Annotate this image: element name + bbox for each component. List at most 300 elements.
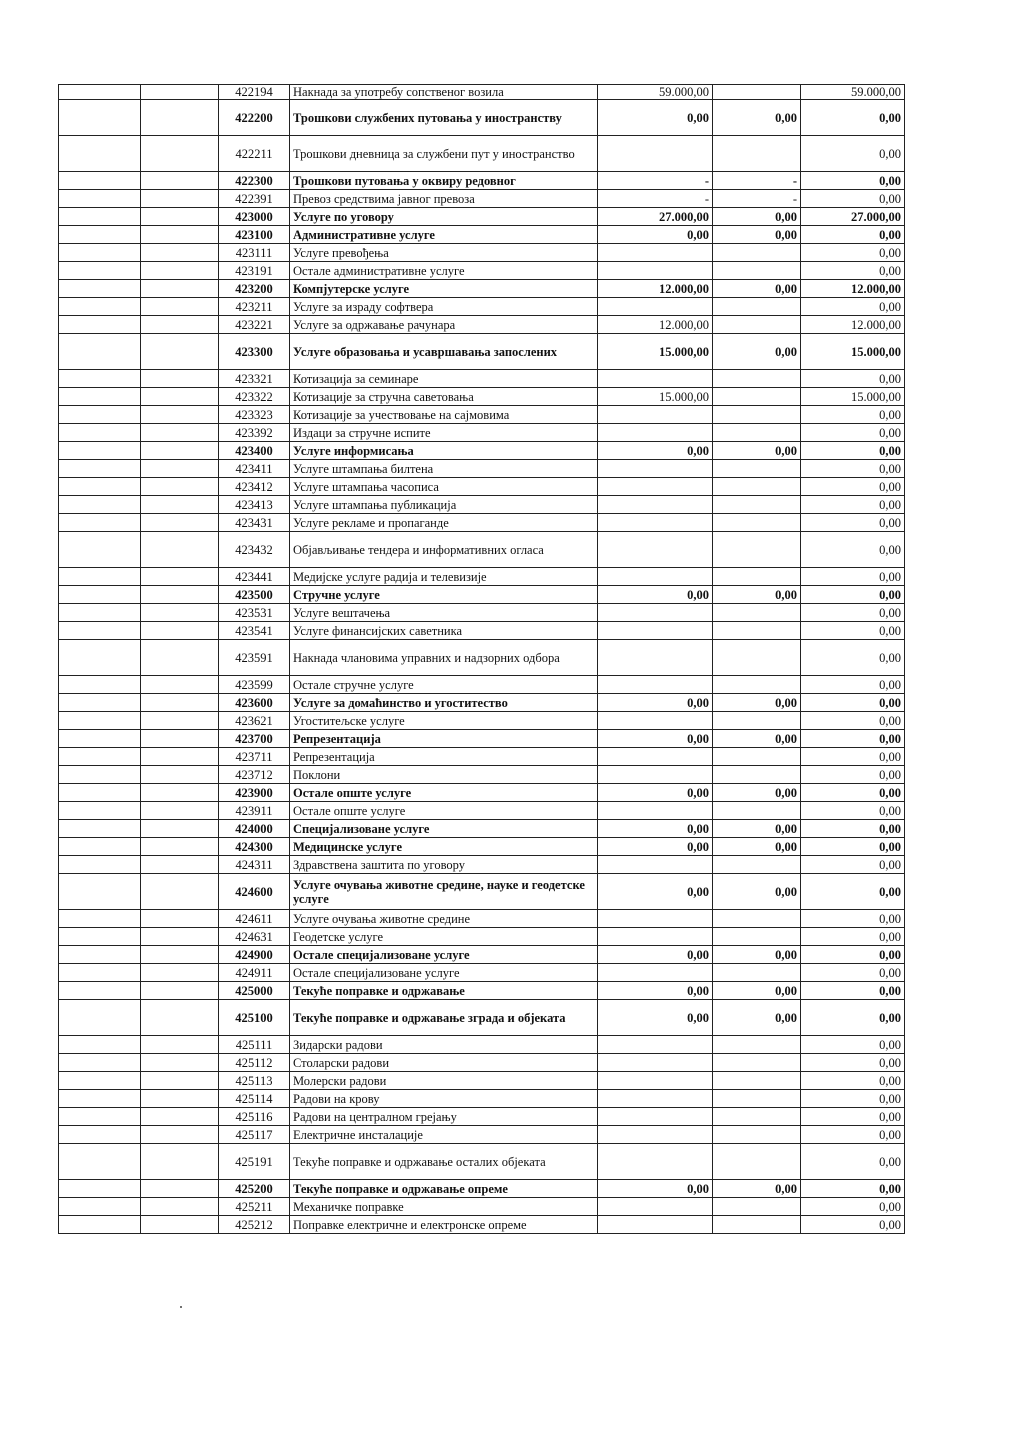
account-code: 423599 (219, 676, 290, 694)
account-description: Услуге образовања и усавршавања запослених (290, 334, 598, 370)
empty-cell-a (59, 1072, 141, 1090)
amount-total: 0,00 (801, 730, 905, 748)
amount-column-2 (713, 262, 801, 280)
empty-cell-a (59, 388, 141, 406)
amount-column-1 (598, 244, 713, 262)
account-description: Механичке поправке (290, 1198, 598, 1216)
empty-cell-b (141, 712, 219, 730)
amount-column-1 (598, 1144, 713, 1180)
table-row (59, 370, 905, 388)
empty-cell-b (141, 190, 219, 208)
table-row (59, 694, 905, 712)
account-code: 423191 (219, 262, 290, 280)
amount-column-2 (713, 928, 801, 946)
amount-column-1: 0,00 (598, 1180, 713, 1198)
empty-cell-a (59, 208, 141, 226)
amount-column-1 (598, 1036, 713, 1054)
empty-cell-a (59, 298, 141, 316)
amount-total: 0,00 (801, 172, 905, 190)
amount-column-2 (713, 748, 801, 766)
amount-column-1: 0,00 (598, 100, 713, 136)
amount-column-1 (598, 262, 713, 280)
amount-total: 0,00 (801, 694, 905, 712)
amount-total: 0,00 (801, 928, 905, 946)
empty-cell-a (59, 478, 141, 496)
table-row (59, 478, 905, 496)
empty-cell-b (141, 406, 219, 424)
amount-total: 0,00 (801, 946, 905, 964)
amount-column-2 (713, 1072, 801, 1090)
amount-column-1 (598, 748, 713, 766)
amount-total: 0,00 (801, 838, 905, 856)
empty-cell-b (141, 334, 219, 370)
amount-column-2 (713, 532, 801, 568)
table-row (59, 424, 905, 442)
amount-column-2 (713, 1090, 801, 1108)
amount-total: 0,00 (801, 1000, 905, 1036)
empty-cell-b (141, 568, 219, 586)
empty-cell-a (59, 1144, 141, 1180)
empty-cell-a (59, 802, 141, 820)
account-code: 422300 (219, 172, 290, 190)
table-row (59, 856, 905, 874)
table-row (59, 586, 905, 604)
amount-total: 0,00 (801, 1144, 905, 1180)
account-description: Текуће поправке и одржавање опреме (290, 1180, 598, 1198)
table-row (59, 946, 905, 964)
empty-cell-a (59, 262, 141, 280)
empty-cell-b (141, 442, 219, 460)
amount-column-2 (713, 316, 801, 334)
table-row (59, 316, 905, 334)
amount-column-2: 0,00 (713, 334, 801, 370)
empty-cell-b (141, 1216, 219, 1234)
empty-cell-a (59, 532, 141, 568)
empty-cell-a (59, 460, 141, 478)
table-row (59, 568, 905, 586)
amount-total: 0,00 (801, 712, 905, 730)
empty-cell-a (59, 676, 141, 694)
amount-column-1 (598, 478, 713, 496)
amount-column-2 (713, 460, 801, 478)
amount-column-1: 12.000,00 (598, 316, 713, 334)
empty-cell-a (59, 1198, 141, 1216)
empty-cell-b (141, 172, 219, 190)
account-description: Компјутерске услуге (290, 280, 598, 298)
empty-cell-a (59, 1180, 141, 1198)
amount-column-1 (598, 1054, 713, 1072)
amount-column-1: 0,00 (598, 820, 713, 838)
empty-cell-b (141, 532, 219, 568)
empty-cell-b (141, 1090, 219, 1108)
amount-column-1: 0,00 (598, 838, 713, 856)
amount-total: 0,00 (801, 298, 905, 316)
account-description: Административне услуге (290, 226, 598, 244)
account-code: 425100 (219, 1000, 290, 1036)
amount-column-1 (598, 1126, 713, 1144)
account-code: 425117 (219, 1126, 290, 1144)
amount-total: 0,00 (801, 514, 905, 532)
empty-cell-b (141, 1198, 219, 1216)
empty-cell-a (59, 316, 141, 334)
table-row (59, 208, 905, 226)
amount-column-1 (598, 496, 713, 514)
amount-column-2: 0,00 (713, 226, 801, 244)
empty-cell-b (141, 640, 219, 676)
amount-column-2: 0,00 (713, 1180, 801, 1198)
amount-column-2 (713, 298, 801, 316)
empty-cell-b (141, 766, 219, 784)
account-code: 423321 (219, 370, 290, 388)
account-code: 422211 (219, 136, 290, 172)
empty-cell-b (141, 100, 219, 136)
table-row (59, 820, 905, 838)
account-description: Поправке електричне и електронске опреме (290, 1216, 598, 1234)
amount-column-2 (713, 568, 801, 586)
amount-total: 0,00 (801, 964, 905, 982)
amount-column-2: - (713, 172, 801, 190)
table-row (59, 280, 905, 298)
amount-column-2 (713, 712, 801, 730)
amount-column-1: - (598, 190, 713, 208)
table-row (59, 1198, 905, 1216)
table-row (59, 262, 905, 280)
amount-total: 15.000,00 (801, 334, 905, 370)
account-code: 423100 (219, 226, 290, 244)
table-row (59, 1126, 905, 1144)
empty-cell-a (59, 424, 141, 442)
amount-total: 0,00 (801, 1180, 905, 1198)
account-description: Остале административне услуге (290, 262, 598, 280)
table-row (59, 982, 905, 1000)
empty-cell-b (141, 802, 219, 820)
empty-cell-a (59, 442, 141, 460)
amount-total: 12.000,00 (801, 280, 905, 298)
amount-total: 0,00 (801, 460, 905, 478)
account-description: Трошкови путовања у оквиру редовног (290, 172, 598, 190)
amount-total: 0,00 (801, 190, 905, 208)
table-row (59, 1036, 905, 1054)
account-code: 425114 (219, 1090, 290, 1108)
account-description: Услуге финансијских саветника (290, 622, 598, 640)
table-row (59, 748, 905, 766)
account-code: 423432 (219, 532, 290, 568)
amount-column-2: 0,00 (713, 694, 801, 712)
amount-total: 0,00 (801, 586, 905, 604)
amount-column-1 (598, 1216, 713, 1234)
account-description: Угоститељске услуге (290, 712, 598, 730)
account-code: 423600 (219, 694, 290, 712)
empty-cell-b (141, 136, 219, 172)
account-code: 423000 (219, 208, 290, 226)
empty-cell-a (59, 856, 141, 874)
empty-cell-a (59, 406, 141, 424)
table-row (59, 928, 905, 946)
empty-cell-a (59, 982, 141, 1000)
account-description: Услуге очувања животне средине, науке и геодетске услуге (290, 874, 598, 910)
empty-cell-a (59, 226, 141, 244)
account-code: 424300 (219, 838, 290, 856)
table-row (59, 838, 905, 856)
account-code: 423712 (219, 766, 290, 784)
table-row (59, 460, 905, 478)
account-code: 423431 (219, 514, 290, 532)
empty-cell-a (59, 568, 141, 586)
account-code: 423111 (219, 244, 290, 262)
empty-cell-a (59, 604, 141, 622)
account-code: 424900 (219, 946, 290, 964)
amount-column-2: 0,00 (713, 442, 801, 460)
empty-cell-b (141, 982, 219, 1000)
account-code: 425111 (219, 1036, 290, 1054)
account-description: Трошкови службених путовања у иностранству (290, 100, 598, 136)
empty-cell-b (141, 910, 219, 928)
table-row (59, 136, 905, 172)
amount-total: 0,00 (801, 748, 905, 766)
amount-column-1: - (598, 172, 713, 190)
amount-column-1: 0,00 (598, 442, 713, 460)
account-code: 423300 (219, 334, 290, 370)
amount-column-2: 0,00 (713, 586, 801, 604)
amount-total: 59.000,00 (801, 85, 905, 100)
account-code: 423500 (219, 586, 290, 604)
amount-total: 0,00 (801, 406, 905, 424)
amount-total: 0,00 (801, 802, 905, 820)
account-description: Накнада члановима управних и надзорних одбора (290, 640, 598, 676)
empty-cell-b (141, 838, 219, 856)
empty-cell-a (59, 784, 141, 802)
account-code: 424600 (219, 874, 290, 910)
empty-cell-a (59, 928, 141, 946)
account-code: 422391 (219, 190, 290, 208)
table-row (59, 964, 905, 982)
table-row (59, 226, 905, 244)
account-description: Електричне инсталације (290, 1126, 598, 1144)
amount-column-2 (713, 1198, 801, 1216)
amount-total: 0,00 (801, 1090, 905, 1108)
table-row (59, 442, 905, 460)
amount-column-1: 0,00 (598, 1000, 713, 1036)
account-code: 423621 (219, 712, 290, 730)
account-description: Медицинске услуге (290, 838, 598, 856)
account-description: Услуге по уговору (290, 208, 598, 226)
amount-column-1 (598, 532, 713, 568)
empty-cell-a (59, 1126, 141, 1144)
empty-cell-a (59, 85, 141, 100)
account-description: Текуће поправке и одржавање (290, 982, 598, 1000)
amount-total: 0,00 (801, 766, 905, 784)
account-code: 423911 (219, 802, 290, 820)
amount-column-2: - (713, 190, 801, 208)
amount-total: 0,00 (801, 442, 905, 460)
amount-column-2: 0,00 (713, 982, 801, 1000)
account-description: Репрезентација (290, 748, 598, 766)
table-row (59, 532, 905, 568)
amount-column-1 (598, 928, 713, 946)
empty-cell-b (141, 676, 219, 694)
account-code: 425200 (219, 1180, 290, 1198)
account-description: Услуге превођења (290, 244, 598, 262)
account-description: Котизације за стручна саветовања (290, 388, 598, 406)
table-row (59, 1216, 905, 1234)
empty-cell-b (141, 298, 219, 316)
amount-column-2: 0,00 (713, 946, 801, 964)
account-code: 423322 (219, 388, 290, 406)
table-row (59, 85, 905, 100)
amount-total: 0,00 (801, 226, 905, 244)
account-description: Услуге штампања публикација (290, 496, 598, 514)
table-row (59, 712, 905, 730)
empty-cell-a (59, 136, 141, 172)
account-code: 424000 (219, 820, 290, 838)
amount-column-1: 0,00 (598, 784, 713, 802)
amount-column-2 (713, 1126, 801, 1144)
account-code: 423541 (219, 622, 290, 640)
amount-total: 0,00 (801, 784, 905, 802)
empty-cell-b (141, 1144, 219, 1180)
amount-column-2: 0,00 (713, 838, 801, 856)
amount-column-2: 0,00 (713, 280, 801, 298)
amount-total: 0,00 (801, 676, 905, 694)
empty-cell-a (59, 820, 141, 838)
account-description: Зидарски радови (290, 1036, 598, 1054)
amount-column-2 (713, 622, 801, 640)
account-description: Услуге информисања (290, 442, 598, 460)
empty-cell-a (59, 1036, 141, 1054)
amount-column-1 (598, 964, 713, 982)
table-row (59, 910, 905, 928)
amount-column-1: 0,00 (598, 982, 713, 1000)
account-code: 423200 (219, 280, 290, 298)
account-description: Геодетске услуге (290, 928, 598, 946)
amount-column-1: 0,00 (598, 946, 713, 964)
account-description: Услуге за одржавање рачунара (290, 316, 598, 334)
amount-column-2 (713, 406, 801, 424)
account-code: 424911 (219, 964, 290, 982)
amount-total: 0,00 (801, 370, 905, 388)
account-code: 424611 (219, 910, 290, 928)
table-row (59, 1180, 905, 1198)
amount-column-1: 0,00 (598, 694, 713, 712)
account-code: 423400 (219, 442, 290, 460)
amount-column-2 (713, 1216, 801, 1234)
empty-cell-a (59, 874, 141, 910)
amount-column-2 (713, 856, 801, 874)
empty-cell-b (141, 424, 219, 442)
amount-column-1 (598, 622, 713, 640)
empty-cell-b (141, 820, 219, 838)
amount-column-1 (598, 460, 713, 478)
empty-cell-a (59, 370, 141, 388)
empty-cell-b (141, 262, 219, 280)
empty-cell-a (59, 190, 141, 208)
empty-cell-a (59, 1054, 141, 1072)
amount-column-1: 0,00 (598, 586, 713, 604)
empty-cell-a (59, 514, 141, 532)
empty-cell-b (141, 748, 219, 766)
account-description: Столарски радови (290, 1054, 598, 1072)
table-row (59, 496, 905, 514)
account-description: Услуге штампања часописа (290, 478, 598, 496)
empty-cell-a (59, 910, 141, 928)
empty-cell-b (141, 1180, 219, 1198)
account-code: 423412 (219, 478, 290, 496)
empty-cell-b (141, 226, 219, 244)
account-description: Котизација за семинаре (290, 370, 598, 388)
empty-cell-a (59, 244, 141, 262)
amount-column-1: 59.000,00 (598, 85, 713, 100)
amount-column-2 (713, 496, 801, 514)
empty-cell-b (141, 604, 219, 622)
amount-column-1 (598, 514, 713, 532)
amount-column-1 (598, 640, 713, 676)
amount-total: 0,00 (801, 1126, 905, 1144)
amount-column-2 (713, 478, 801, 496)
amount-total: 0,00 (801, 478, 905, 496)
account-description: Котизације за учествовање на сајмовима (290, 406, 598, 424)
amount-column-2 (713, 802, 801, 820)
table-row (59, 190, 905, 208)
amount-total: 0,00 (801, 1072, 905, 1090)
account-code: 424311 (219, 856, 290, 874)
amount-column-1 (598, 1090, 713, 1108)
amount-column-1 (598, 1108, 713, 1126)
account-description: Текуће поправке и одржавање осталих објеката (290, 1144, 598, 1180)
empty-cell-b (141, 874, 219, 910)
amount-column-1 (598, 298, 713, 316)
account-code: 423700 (219, 730, 290, 748)
empty-cell-a (59, 1216, 141, 1234)
table-row (59, 1090, 905, 1108)
amount-column-1: 0,00 (598, 226, 713, 244)
account-description: Услуге за израду софтвера (290, 298, 598, 316)
budget-ledger-table (58, 84, 905, 1234)
account-code: 425191 (219, 1144, 290, 1180)
account-code: 423221 (219, 316, 290, 334)
empty-cell-b (141, 85, 219, 100)
account-code: 425000 (219, 982, 290, 1000)
amount-total: 0,00 (801, 604, 905, 622)
amount-column-1 (598, 568, 713, 586)
amount-column-2 (713, 424, 801, 442)
account-code: 425112 (219, 1054, 290, 1072)
empty-cell-a (59, 694, 141, 712)
amount-column-1 (598, 766, 713, 784)
amount-total: 0,00 (801, 910, 905, 928)
account-description: Остале опште услуге (290, 802, 598, 820)
empty-cell-b (141, 478, 219, 496)
empty-cell-b (141, 514, 219, 532)
empty-cell-b (141, 316, 219, 334)
empty-cell-a (59, 1090, 141, 1108)
amount-column-2: 0,00 (713, 820, 801, 838)
account-description: Остале стручне услуге (290, 676, 598, 694)
empty-cell-b (141, 1072, 219, 1090)
amount-total: 0,00 (801, 856, 905, 874)
amount-column-1 (598, 802, 713, 820)
amount-column-2 (713, 136, 801, 172)
empty-cell-b (141, 280, 219, 298)
amount-column-1 (598, 856, 713, 874)
table-row (59, 802, 905, 820)
table-row (59, 172, 905, 190)
empty-cell-b (141, 388, 219, 406)
amount-column-1: 27.000,00 (598, 208, 713, 226)
amount-column-1 (598, 1198, 713, 1216)
amount-total: 0,00 (801, 262, 905, 280)
account-code: 423900 (219, 784, 290, 802)
amount-total: 0,00 (801, 136, 905, 172)
